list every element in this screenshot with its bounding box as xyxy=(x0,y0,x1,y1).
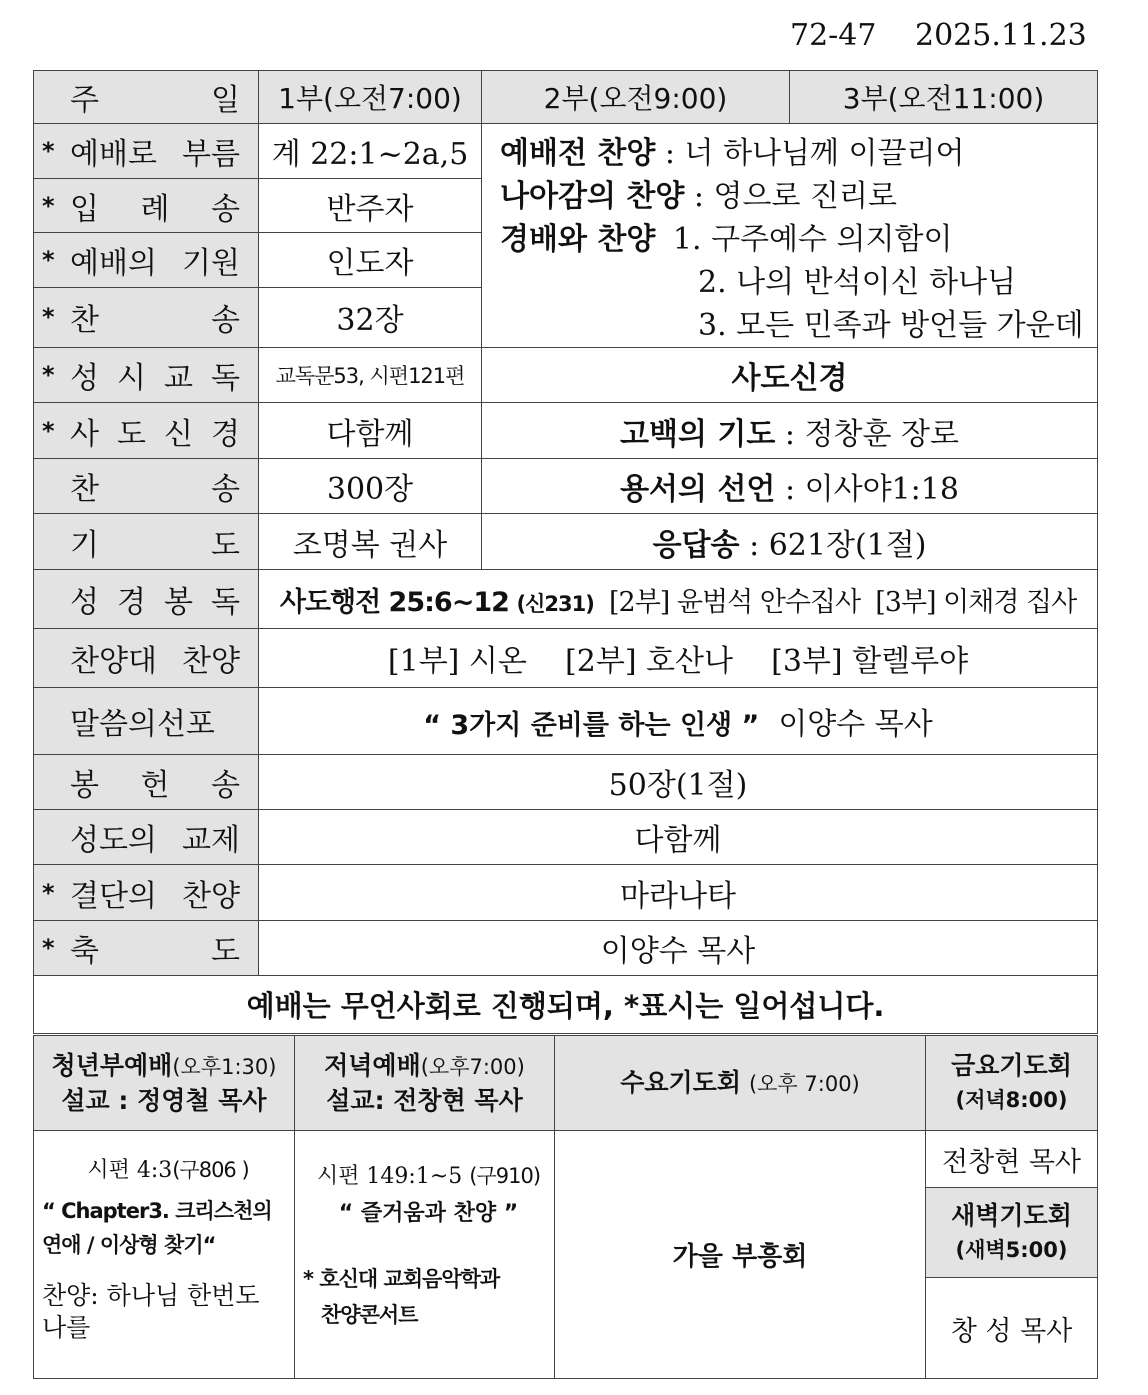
youth-service-content xyxy=(34,1131,295,1379)
dawn-service-preacher: 창 성 목사 xyxy=(926,1278,1098,1379)
friday-service-time: (저녁8:00) xyxy=(955,1088,1068,1112)
worship-praise-label: 경배와 찬양 xyxy=(500,222,656,257)
row-label-hymn-1: * 찬 송 xyxy=(34,287,259,347)
dawn-service-header xyxy=(926,1188,1098,1278)
worship-song-2: 2. 나의 반석이신 하나님 xyxy=(698,265,1017,300)
benediction-value: 이양수 목사 xyxy=(259,921,1098,976)
pre-praise-value: : 너 하나님께 이끌리어 xyxy=(664,136,965,171)
row-label-entrance: * 입 례 송 xyxy=(34,179,259,233)
choir-anthems xyxy=(259,629,1098,688)
row-label-scripture-reading: 성 경 봉 독 xyxy=(34,570,259,629)
worship-order-table xyxy=(33,70,1098,1034)
youth-sermon-title: “ Chapter3. 크리스천의 연애 / 이상형 찾기“ xyxy=(42,1199,272,1257)
worship-song-3: 3. 모든 민족과 방언들 가운데 xyxy=(698,308,1084,343)
sending-praise-value: : 영으로 진리로 xyxy=(693,179,897,214)
prayer-value: 조명복 권사 xyxy=(259,514,482,570)
youth-service-preacher: 설교 : 정영철 목사 xyxy=(61,1085,267,1115)
friday-service-title: 금요기도회 xyxy=(951,1051,1072,1080)
invocation-value: 인도자 xyxy=(259,233,482,287)
evening-service-header xyxy=(295,1036,555,1131)
row-label-hymn-2: 찬 송 xyxy=(34,459,259,514)
sermon-preacher: 이양수 목사 xyxy=(778,707,933,742)
scripture-reader-2: [2부] 윤범석 안수집사 xyxy=(609,586,861,618)
service-3-header: 3부(오전11:00) xyxy=(790,71,1098,124)
youth-service-time: (오후1:30) xyxy=(172,1054,277,1079)
call-to-worship-value: 계 22:1~2a,5 xyxy=(259,124,482,179)
sermon xyxy=(259,688,1098,755)
other-services-table xyxy=(33,1035,1098,1379)
evening-verse: 시편 149:1~5 (구910) xyxy=(316,1164,541,1189)
confession-prayer: 고백의 기도 : 정창훈 장로 xyxy=(482,403,1098,459)
evening-service-title: 저녁예배 xyxy=(324,1050,421,1080)
bulletin-date: 2025.11.23 xyxy=(915,18,1087,53)
pardon-declaration: 용서의 선언 : 이사야1:18 xyxy=(482,459,1098,514)
sending-praise-label: 나아감의 찬양 xyxy=(500,179,685,214)
choir-3: [3부] 할렐루야 xyxy=(771,644,969,679)
row-label-invocation: * 예배의 기원 xyxy=(34,233,259,287)
choir-2: [2부] 호산나 xyxy=(565,644,733,679)
bulletin-serial: 72-47 xyxy=(790,18,877,53)
fellowship-value: 다함께 xyxy=(259,810,1098,865)
offering-value: 50장(1절) xyxy=(259,755,1098,810)
choir-1: [1부] 시온 xyxy=(387,644,527,679)
creed-title: 사도신경 xyxy=(482,348,1098,403)
evening-note-star: * xyxy=(303,1267,313,1291)
worship-song-1: 1. 구주예수 의지함이 xyxy=(672,222,953,257)
row-label-fellowship: 성도의 교제 xyxy=(34,810,259,865)
worship-notice: 예배는 무언사회로 진행되며, *표시는 일어섭니다. xyxy=(34,976,1098,1034)
evening-sermon-title: “ 즐거움과 찬양 ” xyxy=(338,1201,519,1226)
dawn-service-time: (새벽5:00) xyxy=(955,1237,1068,1262)
praise-section xyxy=(482,124,1098,348)
scripture-ref: (신231) xyxy=(516,591,594,616)
wednesday-service-time: (오후 7:00) xyxy=(748,1071,860,1096)
row-label-sermon: 말씀의선포 xyxy=(34,688,259,755)
youth-service-header xyxy=(34,1036,295,1131)
decision-song-value: 마라나타 xyxy=(259,865,1098,921)
scripture-reader-3: [3부] 이채경 집사 xyxy=(875,586,1077,618)
evening-service-time: (오후7:00) xyxy=(420,1054,525,1079)
creed-value: 다함께 xyxy=(259,403,482,459)
evening-service-preacher: 설교: 전창현 목사 xyxy=(326,1085,523,1115)
wednesday-service-content: 가을 부흥회 xyxy=(555,1131,926,1379)
row-label-benediction: * 축 도 xyxy=(34,921,259,976)
row-label-responsive-reading: * 성 시 교 독 xyxy=(34,348,259,403)
hymn-1-value: 32장 xyxy=(259,287,482,347)
wednesday-service-header xyxy=(555,1036,926,1131)
row-label-decision-song: * 결단의 찬양 xyxy=(34,865,259,921)
youth-praise-song: 찬양: 하나님 한번도 나를 xyxy=(42,1281,260,1342)
service-2-header: 2부(오전9:00) xyxy=(482,71,790,124)
friday-service-preacher: 전창현 목사 xyxy=(926,1131,1098,1188)
sermon-title: “ 3가지 준비를 하는 인생 ” xyxy=(423,710,760,741)
responsive-reading-value: 교독문53, 시편121편 xyxy=(259,348,482,403)
sunday-header: 주 일 xyxy=(34,71,259,124)
scripture-reading xyxy=(259,570,1098,629)
row-label-call-to-worship: * 예배로 부름 xyxy=(34,124,259,179)
dawn-service-title: 새벽기도회 xyxy=(951,1200,1072,1230)
row-label-creed: * 사 도 신 경 xyxy=(34,403,259,459)
scripture-passage: 사도행전 25:6∼12 xyxy=(279,586,509,618)
evening-note: * 호신대 교회음악학과 찬양콘서트 xyxy=(303,1267,500,1327)
evening-service-content xyxy=(295,1131,555,1379)
wednesday-service-title: 수요기도회 xyxy=(620,1067,741,1097)
youth-service-title: 청년부예배 xyxy=(51,1050,173,1080)
pre-praise-label: 예배전 찬양 xyxy=(500,136,656,171)
row-label-prayer: 기 도 xyxy=(34,514,259,570)
entrance-value: 반주자 xyxy=(259,179,482,233)
row-label-offering: 봉 헌 송 xyxy=(34,755,259,810)
hymn-2-value: 300장 xyxy=(259,459,482,514)
service-1-header: 1부(오전7:00) xyxy=(259,71,482,124)
youth-verse: 시편 4:3(구806 ) xyxy=(87,1158,249,1183)
friday-service-header xyxy=(926,1036,1098,1131)
response-song: 응답송 : 621장(1절) xyxy=(482,514,1098,570)
row-label-choir: 찬양대 찬양 xyxy=(34,629,259,688)
